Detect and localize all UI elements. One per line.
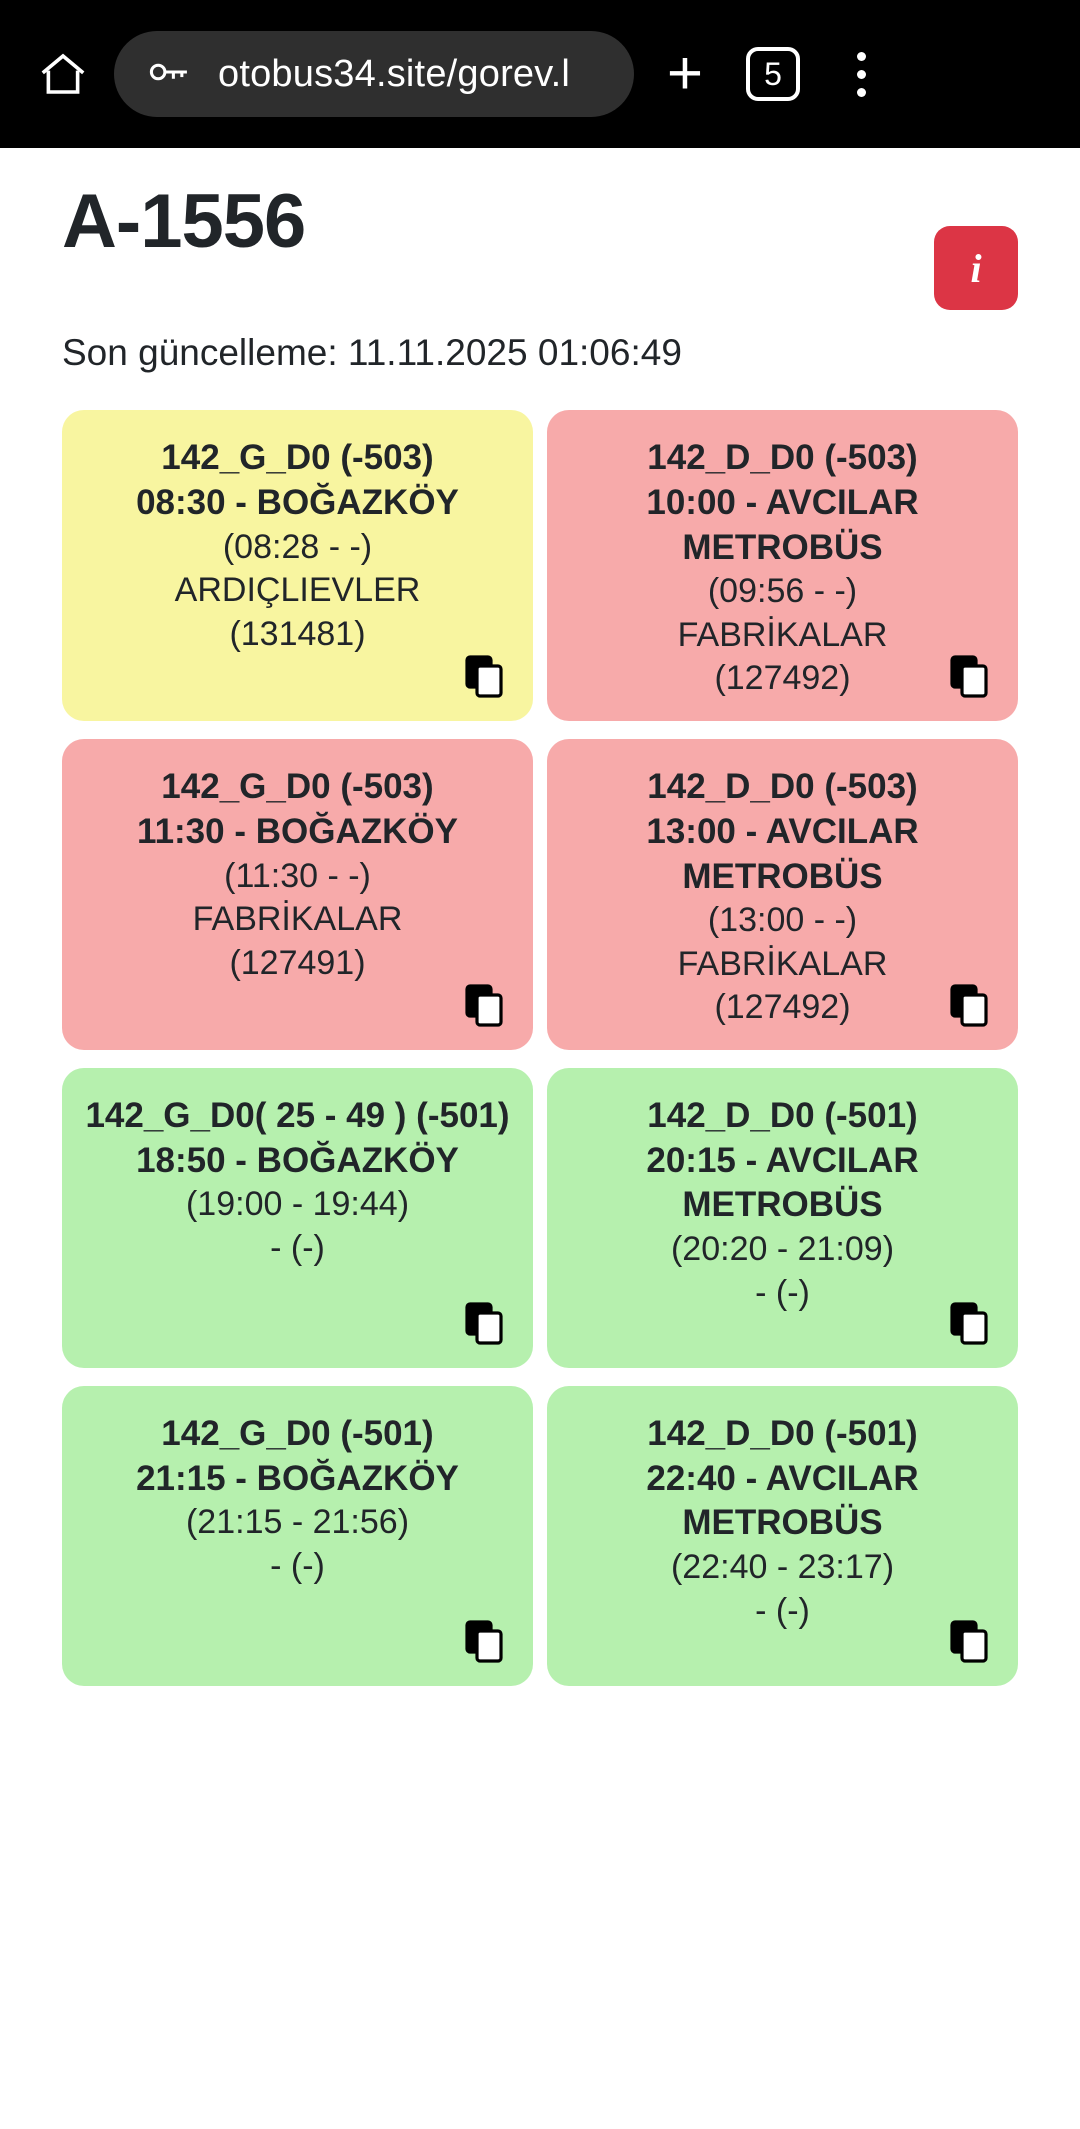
time_dest-text: 21:15 - BOĞAZKÖY <box>136 1458 459 1498</box>
tab-count-label: 5 <box>746 47 800 101</box>
tab-switcher-button[interactable] <box>736 37 810 111</box>
page-content <box>0 148 1080 1686</box>
location-text: FABRİKALAR <box>677 615 888 654</box>
actual-text: (08:28 - -) <box>222 527 373 566</box>
task-card-grid <box>62 410 1018 1686</box>
task-card[interactable] <box>62 1386 533 1686</box>
time_dest-text: 11:30 - BOĞAZKÖY <box>137 811 458 851</box>
copy-icon[interactable] <box>950 1302 990 1346</box>
time_dest-text: 10:00 - AVCILAR METROBÜS <box>646 482 919 567</box>
task-card[interactable] <box>62 1068 533 1368</box>
code-text: 142_G_D0 (-503) <box>161 766 434 806</box>
code-text: 142_D_D0 (-501) <box>647 1413 918 1453</box>
task-card[interactable] <box>547 1386 1018 1686</box>
home-icon[interactable] <box>26 37 100 111</box>
code-text: 142_D_D0 (-503) <box>647 766 918 806</box>
copy-icon[interactable] <box>465 1620 505 1664</box>
copy-icon[interactable] <box>950 1620 990 1664</box>
copy-icon[interactable] <box>465 984 505 1028</box>
task-card[interactable] <box>547 739 1018 1050</box>
new-tab-icon[interactable]: + <box>666 39 704 108</box>
page-title: A-1556 <box>62 179 306 264</box>
site-info-icon[interactable] <box>148 55 192 94</box>
copy-icon[interactable] <box>950 984 990 1028</box>
copy-icon[interactable] <box>465 655 505 699</box>
time_dest-text: 18:50 - BOĞAZKÖY <box>136 1140 459 1180</box>
actual-text: (22:40 - 23:17) <box>670 1548 895 1587</box>
actual-text: (13:00 - -) <box>707 901 858 940</box>
task-card[interactable] <box>62 410 533 721</box>
address-bar[interactable] <box>114 31 634 117</box>
actual-text: (21:15 - 21:56) <box>185 1503 410 1542</box>
time_dest-text: 22:40 - AVCILAR METROBÜS <box>646 1458 919 1543</box>
kebab-menu-icon[interactable] <box>824 37 898 111</box>
copy-icon[interactable] <box>950 655 990 699</box>
code-text: 142_D_D0 (-501) <box>647 1095 918 1135</box>
time_dest-text: 20:15 - AVCILAR METROBÜS <box>646 1140 919 1225</box>
location-text: FABRİKALAR <box>192 900 403 939</box>
location-text: ARDIÇLIEVLER <box>174 571 421 610</box>
actual-text: (19:00 - 19:44) <box>185 1185 410 1224</box>
code-text: 142_G_D0 (-503) <box>161 438 434 477</box>
id-text: (127491) <box>229 943 366 982</box>
code-text: 142_G_D0( 25 - 49 ) (-501) <box>85 1095 510 1135</box>
last-update-text: Son güncelleme: 11.11.2025 01:06:49 <box>62 332 682 373</box>
title-row <box>62 148 1018 310</box>
time_dest-text: 13:00 - AVCILAR METROBÜS <box>646 811 919 896</box>
info-button[interactable]: i <box>934 226 1018 310</box>
copy-icon[interactable] <box>465 1302 505 1346</box>
id-text: (127492) <box>714 988 851 1027</box>
code-text: 142_D_D0 (-503) <box>647 438 918 477</box>
id-text: (127492) <box>714 659 851 698</box>
location-text: - (-) <box>755 1273 810 1312</box>
location-text: - (-) <box>270 1546 325 1585</box>
location-text: - (-) <box>755 1591 810 1630</box>
task-card[interactable] <box>62 739 533 1050</box>
location-text: - (-) <box>270 1228 325 1267</box>
task-card[interactable] <box>547 410 1018 721</box>
code-text: 142_G_D0 (-501) <box>161 1413 434 1453</box>
location-text: FABRİKALAR <box>677 944 888 983</box>
browser-toolbar <box>0 0 1080 148</box>
time_dest-text: 08:30 - BOĞAZKÖY <box>136 482 459 522</box>
id-text: (131481) <box>229 614 366 653</box>
actual-text: (11:30 - -) <box>224 856 371 895</box>
url-text: otobus34.site/gorev.l <box>218 52 571 95</box>
actual-text: (09:56 - -) <box>707 572 858 611</box>
actual-text: (20:20 - 21:09) <box>670 1230 895 1269</box>
task-card[interactable] <box>547 1068 1018 1368</box>
